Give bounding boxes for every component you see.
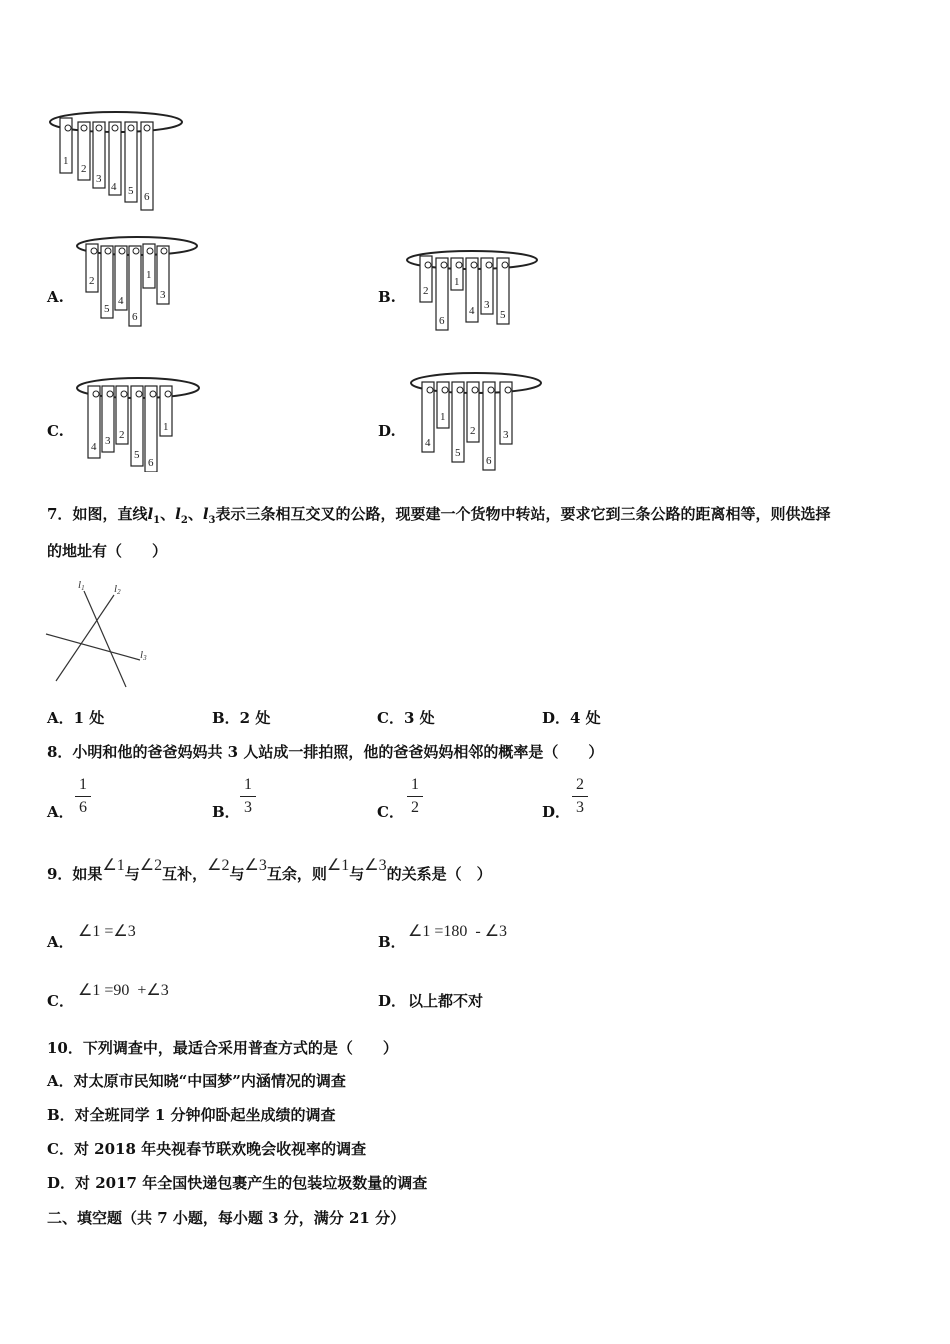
card-label: 3 [96,173,102,185]
q7-stem-line1 [47,505,831,530]
card-label: 2 [89,275,95,287]
q7-option-a[interactable]: A．1 处 [47,709,105,727]
line-l3 [46,634,140,660]
q6-option-b-figure[interactable] [404,244,544,334]
card-label: 6 [132,311,138,323]
q9-option-d-expr[interactable]: 以上都不对 [408,992,484,1010]
card-label: 3 [484,299,490,311]
q6-option-a-letter[interactable]: A. [47,288,64,306]
fig-label-l2: l [114,583,118,595]
card-label: 2 [81,163,87,175]
q9-w4: 互余，则 [266,865,327,883]
card-label: 1 [454,276,460,288]
card-label: 2 [470,425,476,437]
card-label: 5 [104,303,110,315]
q9-w2: 互补， [162,865,208,883]
card-label: 4 [91,441,97,453]
q6-option-c-letter[interactable]: C. [47,422,64,440]
line-l1 [84,591,126,687]
q8-option-d-letter[interactable]: D． [542,803,571,821]
svg-text:l3 [140,649,147,662]
q9-w3: 与 [229,865,245,883]
angle-2b: ∠2 [207,857,230,874]
angle-1: ∠1 [102,857,125,874]
angle-1b: ∠1 [326,857,350,874]
q6-option-c-ring [76,372,206,472]
card-label: 4 [111,181,117,193]
card-label: 2 [119,429,125,441]
card-label: 1 [63,155,69,167]
q9-w1: 与 [124,865,140,883]
q9-option-b-letter[interactable]: B． [378,933,406,951]
card-label: 4 [469,305,475,317]
q9-option-a-expr[interactable]: ∠1 =∠3 [78,923,136,940]
q7-l3-sub: 3 [208,515,216,526]
card-label: 3 [160,289,166,301]
q7-option-b[interactable]: B．2 处 [212,709,271,727]
q8-option-b-letter[interactable]: B． [212,803,240,821]
fraction-denominator: 3 [576,799,584,816]
card-label: 5 [455,447,461,459]
fraction-numerator: 1 [79,776,87,793]
fraction-denominator: 6 [79,799,87,816]
svg-text:l2 [114,583,121,596]
q6-option-c-figure[interactable] [76,372,206,472]
q10-option-d[interactable]: D．对 2017 年全国快递包裹产生的包装垃圾数量的调查 [47,1174,428,1192]
q9-option-b-expr[interactable]: ∠1 =180 - ∠3 [408,923,508,940]
q10-option-b[interactable]: B．对全班同学 1 分钟仰卧起坐成绩的调查 [47,1106,336,1124]
card-label: 4 [118,295,124,307]
q9-number: 9．如果 [47,865,103,883]
q7-stem-line2: 的地址有（ ） [47,542,168,560]
q7-l3: l [202,505,209,523]
q7-text-a: 如图，直线 [72,505,148,523]
q9-option-c-expr[interactable]: ∠1 =90 +∠3 [78,982,169,999]
section-title: 二、填空题（共 7 小题，每小题 3 分，满分 21 分） [47,1209,406,1227]
q10-option-a[interactable]: A．对太原市民知晓“中国梦”内涵情况的调查 [47,1072,346,1090]
fraction-denominator: 2 [411,799,419,816]
card-label: 2 [423,285,429,297]
q6-main-ring-figure [48,108,188,213]
q8-option-c-fraction[interactable] [407,776,423,817]
q7-option-c[interactable]: C．3 处 [377,709,435,727]
card-label: 6 [144,191,150,203]
line-l2 [56,595,114,681]
q7-l2-sub: 2 [180,515,188,526]
q7-option-d[interactable]: D．4 处 [542,709,601,727]
card-label: 5 [128,185,134,197]
q6-option-d-figure[interactable] [408,368,548,473]
q9-option-d-letter[interactable]: D． [378,992,407,1010]
q8-option-c-letter[interactable]: C． [377,803,404,821]
fig-label-l2-sub: 2 [117,588,121,596]
q8-option-a-fraction[interactable] [75,776,91,817]
fig-label-l3: l [140,649,144,661]
q10-stem: 10．下列调查中，最适合采用普查方式的是（ ） [47,1039,398,1057]
svg-text:l1 [78,579,85,592]
q8-stem: 8．小明和他的爸爸妈妈共 3 人站成一排拍照，他的爸爸妈妈相邻的概率是（ ） [47,743,604,761]
card-label: 3 [105,435,111,447]
card-label: 5 [134,449,140,461]
q9-w6: 的关系是（ ） [386,865,492,883]
fraction-numerator: 2 [576,776,584,793]
card-label: 6 [148,457,154,469]
q6-option-a-ring [74,232,204,332]
q7-sep1: 、 [160,505,176,523]
q9-option-c-letter[interactable]: C． [47,992,74,1010]
angle-3b: ∠3 [364,857,387,874]
q8-option-b-fraction[interactable] [240,776,256,817]
card-label: 5 [500,309,506,321]
q7-l1-sub: 1 [153,515,161,526]
card-label: 4 [425,437,431,449]
fraction-numerator: 1 [411,776,419,793]
q6-main-figure [48,108,188,213]
q7-l2: l [175,505,181,523]
fig-label-l1-sub: 1 [81,584,85,592]
fig-label-l1: l [78,579,82,591]
q10-option-c[interactable]: C．对 2018 年央视春节联欢晚会收视率的调查 [47,1140,367,1158]
q7-figure [40,575,160,690]
q7-number: 7． [47,505,73,523]
q9-option-a-letter[interactable]: A． [47,933,74,951]
q8-option-d-fraction[interactable] [572,776,588,817]
angle-3: ∠3 [244,857,267,874]
q6-option-a-figure[interactable] [74,232,204,332]
q9-w5: 与 [349,865,365,883]
card-label: 1 [440,411,446,423]
q7-l1: l [147,505,154,523]
card-label: 1 [146,269,152,281]
card-label: 3 [503,429,509,441]
card-label: 6 [439,315,445,327]
q7-lines-figure [40,575,160,690]
angle-2: ∠2 [139,857,163,874]
q7-sep2: 、 [187,505,203,523]
q6-option-d-ring [408,368,548,473]
q9-stem [47,857,492,887]
q8-option-a-letter[interactable]: A． [47,803,74,821]
fraction-numerator: 1 [244,776,252,793]
q6-option-d-letter[interactable]: D. [378,422,396,440]
q7-text-b: 表示三条相互交叉的公路，现要建一个货物中转站，要求它到三条公路的距离相等，则供选择 [215,505,831,523]
fig-label-l3-sub: 3 [143,654,147,662]
fraction-denominator: 3 [244,799,252,816]
card-label: 6 [486,455,492,467]
q6-option-b-letter[interactable]: B. [378,288,396,306]
q6-option-b-ring [404,244,544,334]
card-label: 1 [163,421,169,433]
